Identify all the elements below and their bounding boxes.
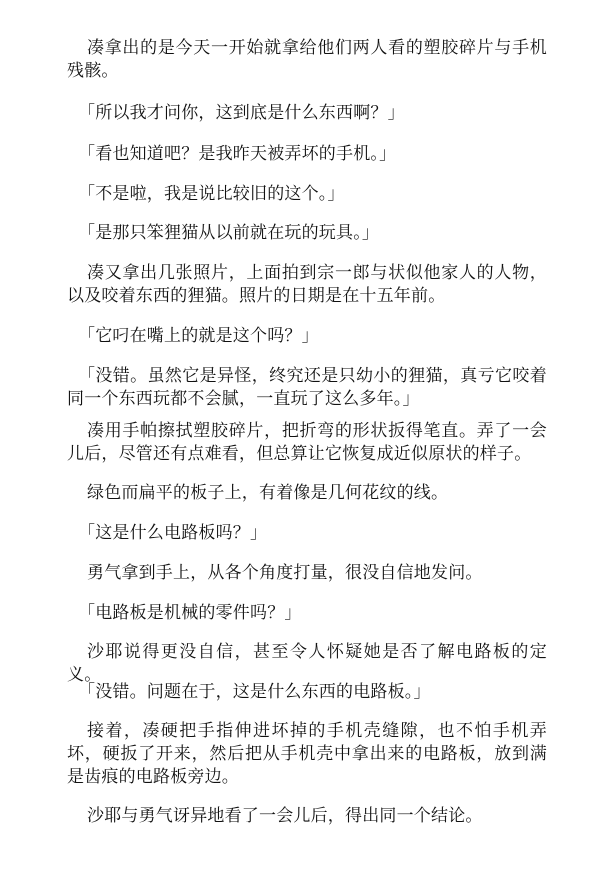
paragraph-dialogue: 「不是啦，我是说比较旧的这个。」 — [78, 184, 345, 204]
paragraph-narration: 绿色而扁平的板子上，有着像是几何花纹的线。 — [87, 483, 449, 503]
paragraph-narration: 凑用手帕擦拭塑胶碎片，把折弯的形状扳得笔直。弄了一会儿后，尽管还有点难看，但总算让它恢复成近似原状的样子。 — [67, 421, 547, 464]
paragraph-dialogue: 「没错。虽然它是异怪，终究还是只幼小的狸猫，真亏它咬着同一个东西玩都不会腻，一直玩了这么多年。」 — [67, 366, 547, 409]
paragraph-dialogue: 「它叼在嘴上的就是这个吗？」 — [78, 326, 319, 346]
paragraph-dialogue: 「这是什么电路板吗？」 — [78, 523, 268, 543]
paragraph-narration: 凑又拿出几张照片，上面拍到宗一郎与状似他家人的人物，以及咬着东西的狸猫。照片的日期是在十五年前。 — [67, 263, 547, 306]
paragraph-dialogue: 「所以我才问你，这到底是什么东西啊？」 — [78, 103, 405, 123]
paragraph-dialogue: 「电路板是机械的零件吗？」 — [78, 603, 302, 623]
paragraph-dialogue: 「看也知道吧？是我昨天被弄坏的手机。」 — [78, 144, 397, 164]
paragraph-narration: 沙耶说得更没自信，甚至令人怀疑她是否了解电路板的定义。 — [67, 642, 547, 685]
paragraph-dialogue: 「没错。问题在于，这是什么东西的电路板。」 — [78, 682, 431, 702]
paragraph-narration: 接着，凑硬把手指伸进坏掉的手机壳缝隙，也不怕手机弄坏，硬扳了开来，然后把从手机壳中拿出来的电路板，放到满是齿痕的电路板旁边。 — [67, 721, 547, 787]
paragraph-dialogue: 「是那只笨狸猫从以前就在玩的玩具。」 — [78, 223, 380, 243]
paragraph-narration: 凑拿出的是今天一开始就拿给他们两人看的塑胶碎片与手机残骸。 — [67, 38, 547, 81]
paragraph-narration: 沙耶与勇气讶异地看了一会儿后，得出同一个结论。 — [87, 806, 483, 826]
paragraph-narration: 勇气拿到手上，从各个角度打量，很没自信地发问。 — [87, 563, 483, 583]
